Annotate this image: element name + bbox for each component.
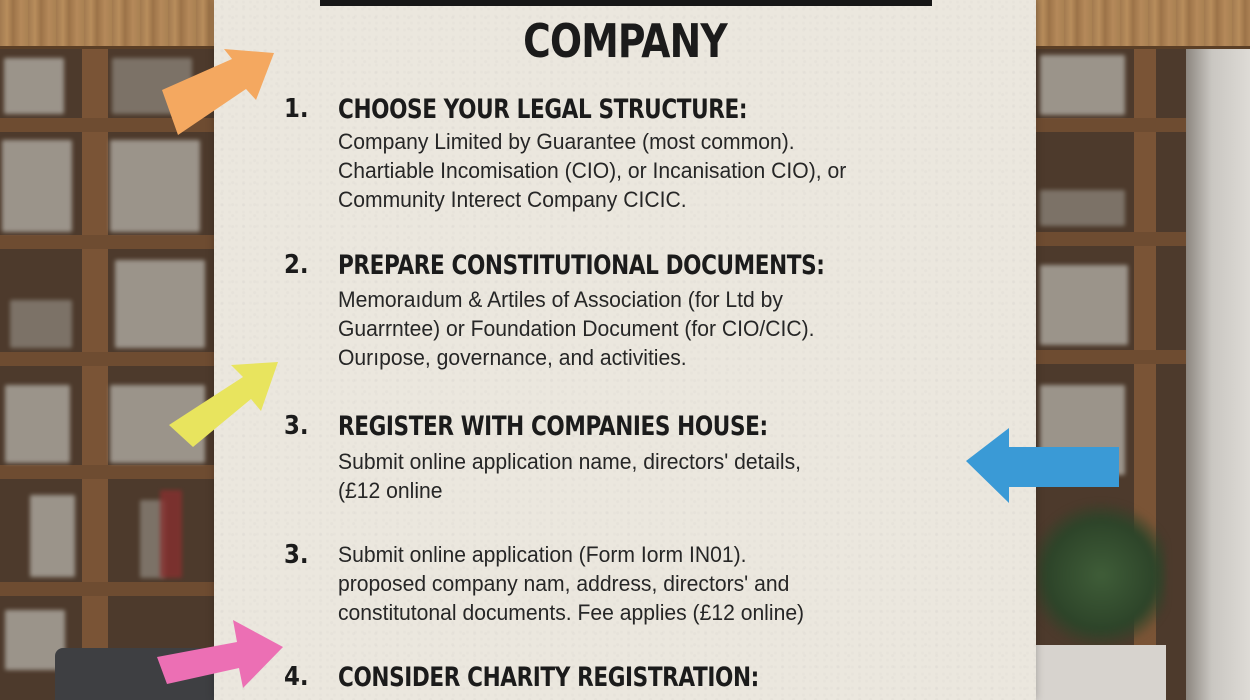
orange-arrow-icon (160, 45, 285, 140)
book (2, 140, 72, 232)
step-body (338, 127, 867, 214)
book (10, 300, 72, 348)
step-number: 2. (284, 250, 309, 280)
book (1040, 265, 1128, 345)
step-line: Submit online application (Form Iorm IN01). (338, 542, 747, 567)
step-line: Submit online application name, directors' details, (338, 449, 802, 474)
plant (1036, 500, 1166, 650)
step-line: Ourıpose, governance, and activities. (338, 345, 687, 370)
step-line: Community Interect Company CICIC. (338, 187, 687, 212)
step-heading: CHOOSE YOUR LEGAL STRUCTURE: (338, 94, 748, 125)
step-body (338, 285, 834, 372)
book (160, 490, 182, 578)
book (110, 140, 200, 232)
plant-pot (1036, 645, 1166, 700)
blue-arrow-icon (963, 425, 1123, 505)
pink-arrow-icon (155, 612, 290, 692)
step-number: 3. (284, 411, 309, 441)
step-heading: PREPARE CONSTITUTIONAL DOCUMENTS: (338, 250, 825, 281)
step-heading: CONSIDER CHARITY REGISTRATION: (338, 662, 759, 693)
book (30, 495, 75, 577)
book (4, 58, 64, 114)
shelf-board (0, 582, 214, 596)
step-line: (£12 online (338, 478, 443, 503)
step-line: Memoraıdum & Artiles of Association (for Ltd by (338, 287, 783, 312)
book (115, 260, 205, 348)
shelf-board (1036, 350, 1186, 364)
book (5, 385, 70, 463)
wooden-frame-top-right (1036, 0, 1250, 49)
step-line: Company Limited by Guarantee (most common). (338, 129, 795, 154)
step-line: constitutonal documents. Fee applies (£12 online) (338, 600, 805, 625)
wall-window (1186, 49, 1250, 700)
step-number: 1. (284, 94, 309, 124)
step-body (338, 447, 820, 505)
step-body (338, 540, 824, 627)
shelf-board (0, 465, 214, 479)
wooden-frame-top-left (0, 0, 214, 49)
top-rule-line (320, 0, 932, 6)
step-line: Guarrntee) or Foundation Document (for CIO/CIC). (338, 316, 815, 341)
step-heading: REGISTER WITH COMPANIES HOUSE: (338, 411, 768, 442)
book (1040, 55, 1125, 115)
shelf-board (1036, 118, 1186, 132)
yellow-arrow-icon (165, 355, 290, 455)
book (1040, 190, 1125, 226)
document-title: COMPANY (523, 14, 727, 68)
shelf-post (82, 49, 108, 700)
shelf-board (1036, 232, 1186, 246)
step-number: 3. (284, 540, 309, 570)
shelf-board (0, 235, 214, 249)
step-line: proposed company nam, address, directors' and (338, 571, 790, 596)
step-line: Chartiable Incomisation (CIO), or Incanisation CIO), or (338, 158, 847, 183)
step-number: 4. (284, 662, 309, 692)
